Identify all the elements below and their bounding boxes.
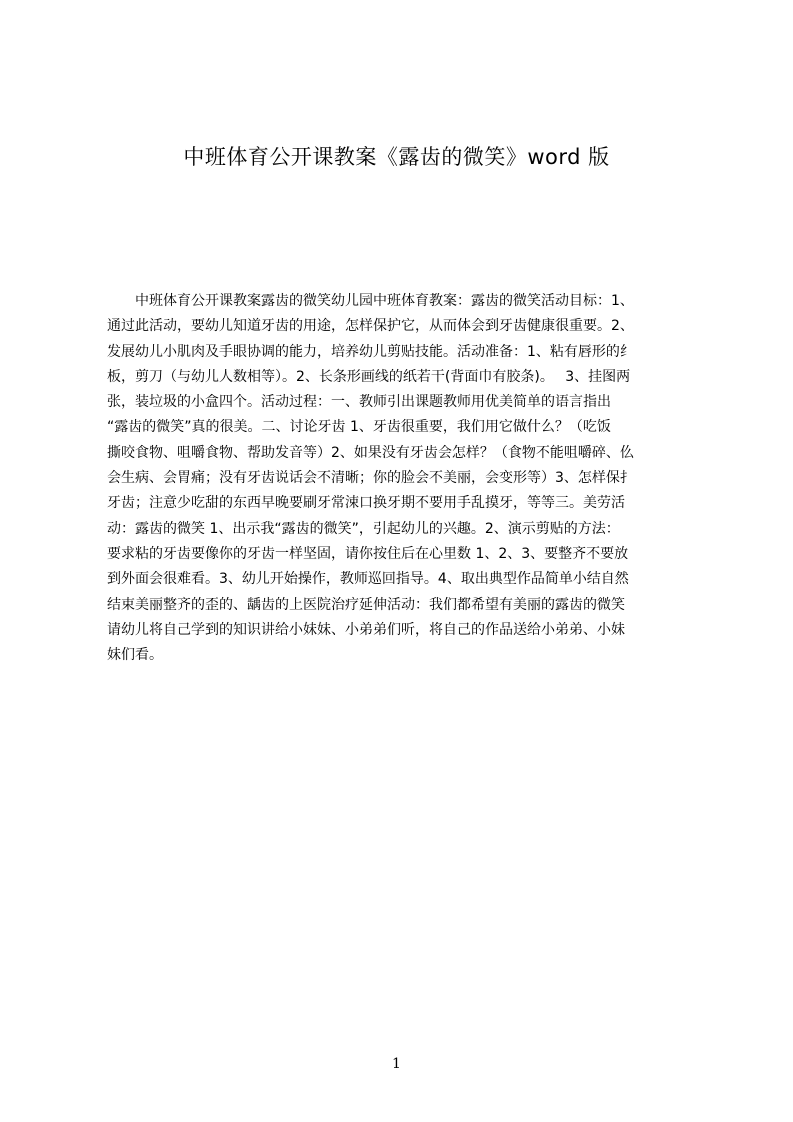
document-title: 中班体育公开课教案《露齿的微笑》word 版	[183, 145, 610, 169]
body-line: 会生病、会胃痛；没有牙齿说话会不清晰；你的脸会不美丽，会变形等）3、怎样保扌	[107, 470, 634, 487]
body-line: 要求粘的牙齿要像你的牙齿一样坚固，请你按住后在心里数 1、2、3、要整齐不要放	[107, 545, 629, 562]
body-line: 发展幼儿小肌肉及手眼协调的能力，培养幼儿剪贴技能。活动准备：1、粘有唇形的纟	[107, 343, 634, 360]
body-line: 妹们看。	[107, 647, 163, 664]
body-line: 结束美丽整齐的歪的、龋齿的上医院治疗延伸活动：我们都希望有美丽的露齿的微笑	[107, 596, 625, 613]
document-body	[107, 289, 697, 668]
page-number: 1	[392, 1056, 401, 1072]
body-line: “露齿的微笑”真的很美。二、讨论牙齿 1、牙齿很重要，我们用它做什么？（吃饭	[107, 419, 611, 436]
body-line: 中班体育公开课教案露齿的微笑幼儿园中班体育教案：露齿的微笑活动目标：1、	[107, 293, 634, 309]
body-line: 张，装垃圾的小盒四个。活动过程：一、教师引出课题教师用优美简单的语言指出	[107, 394, 611, 411]
body-line: 动：露齿的微笑 1、出示我“露齿的微笑”，引起幼儿的兴趣。2、演示剪贴的方法：	[107, 520, 620, 537]
body-line: 牙齿；注意少吃甜的东西早晚要刷牙常涑口换牙期不要用手乱摸牙，等等三。美劳活	[107, 495, 625, 512]
body-line: 板，剪刀（与幼儿人数相等）。2、长条形画线的纸若干(背面巾有胶条)。 3、挂图两	[107, 368, 631, 385]
body-line: 通过此活动，要幼儿知道牙齿的用途，怎样保护它，从而体会到牙齿健康很重要。2、	[107, 318, 634, 335]
body-line: 到外面会很难看。3、幼儿开始操作，教师巡回指导。4、取出典型作品简单小结自然	[107, 571, 629, 588]
body-line: 请幼儿将自己学到的知识讲给小妹妹、小弟弟们听，将自己的作品送给小弟弟、小妹	[107, 621, 625, 638]
body-line: 撕咬食物、咀嚼食物、帮助发音等）2、如果没有牙齿会怎样？（食物不能咀嚼碎、仫	[107, 444, 634, 461]
